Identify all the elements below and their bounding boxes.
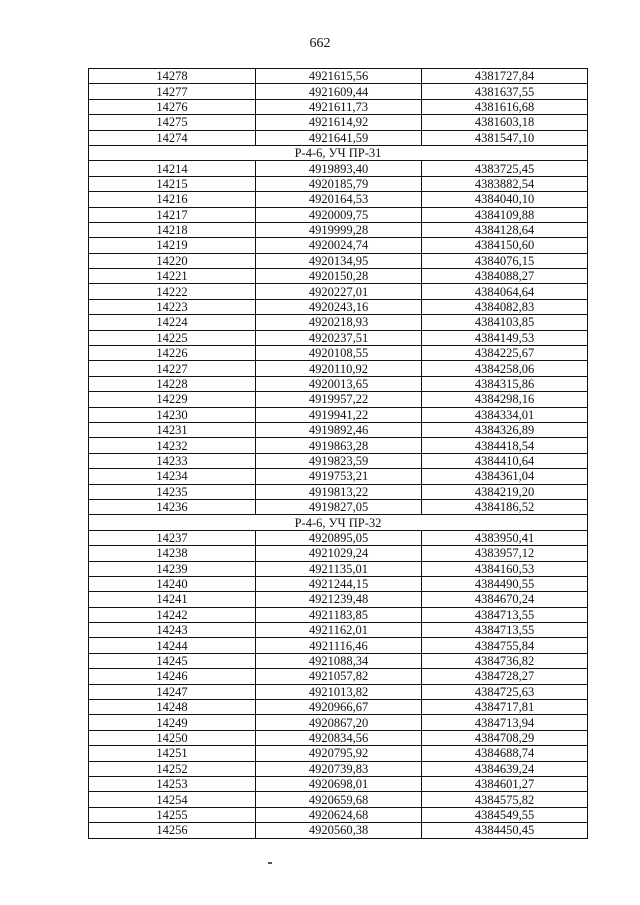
table-row: [89, 299, 588, 314]
point-number-cell: 14249: [89, 715, 256, 730]
y-coordinate-cell: 4383957,12: [422, 546, 588, 561]
y-coordinate-cell: 4384490,55: [422, 576, 588, 591]
point-number-cell: 14219: [89, 238, 256, 253]
y-coordinate-cell: 4384450,45: [422, 823, 588, 838]
x-coordinate-cell: 4921162,01: [256, 623, 422, 638]
y-coordinate-cell: 4383950,41: [422, 530, 588, 545]
table-row: [89, 207, 588, 222]
point-number-cell: 14275: [89, 115, 256, 130]
y-coordinate-cell: 4384713,55: [422, 623, 588, 638]
x-coordinate-cell: 4920237,51: [256, 330, 422, 345]
y-coordinate-cell: 4384109,88: [422, 207, 588, 222]
coordinates-table-body: [89, 69, 588, 839]
x-coordinate-cell: 4921135,01: [256, 561, 422, 576]
point-number-cell: 14234: [89, 469, 256, 484]
y-coordinate-cell: 4384334,01: [422, 407, 588, 422]
x-coordinate-cell: 4920867,20: [256, 715, 422, 730]
y-coordinate-cell: 4384361,04: [422, 469, 588, 484]
point-number-cell: 14242: [89, 607, 256, 622]
point-number-cell: 14222: [89, 284, 256, 299]
x-coordinate-cell: 4920560,38: [256, 823, 422, 838]
point-number-cell: 14245: [89, 653, 256, 668]
point-number-cell: 14230: [89, 407, 256, 422]
x-coordinate-cell: 4920698,01: [256, 776, 422, 791]
x-coordinate-cell: 4920895,05: [256, 530, 422, 545]
table-row: [89, 453, 588, 468]
table-row: [89, 238, 588, 253]
table-row: [89, 161, 588, 176]
table-row: [89, 392, 588, 407]
x-coordinate-cell: 4919823,59: [256, 453, 422, 468]
y-coordinate-cell: 4384549,55: [422, 807, 588, 822]
point-number-cell: 14277: [89, 84, 256, 99]
table-row: [89, 69, 588, 84]
x-coordinate-cell: 4919957,22: [256, 392, 422, 407]
y-coordinate-cell: 4381603,18: [422, 115, 588, 130]
table-row: [89, 776, 588, 791]
point-number-cell: 14274: [89, 130, 256, 145]
point-number-cell: 14243: [89, 623, 256, 638]
table-row: [89, 576, 588, 591]
section-title: Р-4-6, УЧ ПР-31: [89, 145, 588, 160]
point-number-cell: 14254: [89, 792, 256, 807]
x-coordinate-cell: 4920966,67: [256, 700, 422, 715]
y-coordinate-cell: 4384575,82: [422, 792, 588, 807]
table-row: [89, 253, 588, 268]
y-coordinate-cell: 4384040,10: [422, 192, 588, 207]
x-coordinate-cell: 4920834,56: [256, 730, 422, 745]
y-coordinate-cell: 4384082,83: [422, 299, 588, 314]
table-row: [89, 176, 588, 191]
point-number-cell: 14229: [89, 392, 256, 407]
point-number-cell: 14238: [89, 546, 256, 561]
y-coordinate-cell: 4384639,24: [422, 761, 588, 776]
table-row: [89, 484, 588, 499]
table-row: [89, 115, 588, 130]
x-coordinate-cell: 4919827,05: [256, 499, 422, 514]
table-row: [89, 546, 588, 561]
point-number-cell: 14247: [89, 684, 256, 699]
point-number-cell: 14237: [89, 530, 256, 545]
x-coordinate-cell: 4920150,28: [256, 269, 422, 284]
table-row: [89, 438, 588, 453]
x-coordinate-cell: 4919892,46: [256, 422, 422, 437]
table-row: [89, 669, 588, 684]
table-row: [89, 376, 588, 391]
y-coordinate-cell: 4383725,45: [422, 161, 588, 176]
table-row: [89, 715, 588, 730]
y-coordinate-cell: 4384725,63: [422, 684, 588, 699]
x-coordinate-cell: 4920795,92: [256, 746, 422, 761]
x-coordinate-cell: 4920024,74: [256, 238, 422, 253]
table-row: [89, 130, 588, 145]
point-number-cell: 14220: [89, 253, 256, 268]
point-number-cell: 14246: [89, 669, 256, 684]
table-row: [89, 807, 588, 822]
point-number-cell: 14251: [89, 746, 256, 761]
table-row: [89, 346, 588, 361]
y-coordinate-cell: 4384708,29: [422, 730, 588, 745]
table-row: [89, 684, 588, 699]
x-coordinate-cell: 4920164,53: [256, 192, 422, 207]
table-row: [89, 561, 588, 576]
x-coordinate-cell: 4920108,55: [256, 346, 422, 361]
y-coordinate-cell: 4384713,94: [422, 715, 588, 730]
x-coordinate-cell: 4920243,16: [256, 299, 422, 314]
point-number-cell: 14231: [89, 422, 256, 437]
table-row: [89, 99, 588, 114]
table-row: [89, 638, 588, 653]
y-coordinate-cell: 4384326,89: [422, 422, 588, 437]
point-number-cell: 14239: [89, 561, 256, 576]
table-row: [89, 823, 588, 838]
point-number-cell: 14241: [89, 592, 256, 607]
table-row: [89, 407, 588, 422]
point-number-cell: 14227: [89, 361, 256, 376]
point-number-cell: 14216: [89, 192, 256, 207]
x-coordinate-cell: 4920659,68: [256, 792, 422, 807]
y-coordinate-cell: 4384219,20: [422, 484, 588, 499]
y-coordinate-cell: 4384315,86: [422, 376, 588, 391]
y-coordinate-cell: 4381637,55: [422, 84, 588, 99]
y-coordinate-cell: 4384410,64: [422, 453, 588, 468]
point-number-cell: 14228: [89, 376, 256, 391]
table-row: [89, 192, 588, 207]
x-coordinate-cell: 4921615,56: [256, 69, 422, 84]
section-header-row: [89, 145, 588, 160]
table-row: [89, 792, 588, 807]
x-coordinate-cell: 4919999,28: [256, 222, 422, 237]
point-number-cell: 14232: [89, 438, 256, 453]
x-coordinate-cell: 4921183,85: [256, 607, 422, 622]
y-coordinate-cell: 4384076,15: [422, 253, 588, 268]
table-row: [89, 623, 588, 638]
table-row: [89, 530, 588, 545]
y-coordinate-cell: 4384418,54: [422, 438, 588, 453]
y-coordinate-cell: 4384717,81: [422, 700, 588, 715]
point-number-cell: 14223: [89, 299, 256, 314]
point-number-cell: 14250: [89, 730, 256, 745]
table-row: [89, 746, 588, 761]
table-row: [89, 700, 588, 715]
y-coordinate-cell: 4384103,85: [422, 315, 588, 330]
x-coordinate-cell: 4920624,68: [256, 807, 422, 822]
point-number-cell: 14233: [89, 453, 256, 468]
table-row: [89, 499, 588, 514]
x-coordinate-cell: 4920134,95: [256, 253, 422, 268]
y-coordinate-cell: 4384149,53: [422, 330, 588, 345]
table-row: [89, 422, 588, 437]
y-coordinate-cell: 4381547,10: [422, 130, 588, 145]
x-coordinate-cell: 4920227,01: [256, 284, 422, 299]
table-row: [89, 592, 588, 607]
x-coordinate-cell: 4920739,83: [256, 761, 422, 776]
y-coordinate-cell: 4384670,24: [422, 592, 588, 607]
point-number-cell: 14224: [89, 315, 256, 330]
point-number-cell: 14256: [89, 823, 256, 838]
point-number-cell: 14240: [89, 576, 256, 591]
y-coordinate-cell: 4384160,53: [422, 561, 588, 576]
y-coordinate-cell: 4384088,27: [422, 269, 588, 284]
x-coordinate-cell: 4921088,34: [256, 653, 422, 668]
y-coordinate-cell: 4381727,84: [422, 69, 588, 84]
point-number-cell: 14235: [89, 484, 256, 499]
y-coordinate-cell: 4384713,55: [422, 607, 588, 622]
point-number-cell: 14244: [89, 638, 256, 653]
point-number-cell: 14221: [89, 269, 256, 284]
point-number-cell: 14253: [89, 776, 256, 791]
x-coordinate-cell: 4921013,82: [256, 684, 422, 699]
x-coordinate-cell: 4919813,22: [256, 484, 422, 499]
x-coordinate-cell: 4921029,24: [256, 546, 422, 561]
point-number-cell: 14218: [89, 222, 256, 237]
y-coordinate-cell: 4384225,67: [422, 346, 588, 361]
table-row: [89, 730, 588, 745]
x-coordinate-cell: 4921614,92: [256, 115, 422, 130]
x-coordinate-cell: 4921641,59: [256, 130, 422, 145]
page-number: 662: [309, 36, 331, 51]
x-coordinate-cell: 4920185,79: [256, 176, 422, 191]
x-coordinate-cell: 4921116,46: [256, 638, 422, 653]
table-row: [89, 761, 588, 776]
x-coordinate-cell: 4921611,73: [256, 99, 422, 114]
point-number-cell: 14248: [89, 700, 256, 715]
x-coordinate-cell: 4920218,93: [256, 315, 422, 330]
y-coordinate-cell: 4384128,64: [422, 222, 588, 237]
x-coordinate-cell: 4921057,82: [256, 669, 422, 684]
x-coordinate-cell: 4919941,22: [256, 407, 422, 422]
x-coordinate-cell: 4920013,65: [256, 376, 422, 391]
point-number-cell: 14252: [89, 761, 256, 776]
point-number-cell: 14225: [89, 330, 256, 345]
x-coordinate-cell: 4921239,48: [256, 592, 422, 607]
point-number-cell: 14255: [89, 807, 256, 822]
table-row: [89, 315, 588, 330]
x-coordinate-cell: 4919893,40: [256, 161, 422, 176]
table-row: [89, 222, 588, 237]
point-number-cell: 14226: [89, 346, 256, 361]
table-row: [89, 284, 588, 299]
y-coordinate-cell: 4384755,84: [422, 638, 588, 653]
y-coordinate-cell: 4383882,54: [422, 176, 588, 191]
y-coordinate-cell: 4384688,74: [422, 746, 588, 761]
point-number-cell: 14276: [89, 99, 256, 114]
y-coordinate-cell: 4384064,64: [422, 284, 588, 299]
x-coordinate-cell: 4920009,75: [256, 207, 422, 222]
y-coordinate-cell: 4384298,16: [422, 392, 588, 407]
point-number-cell: 14236: [89, 499, 256, 514]
y-coordinate-cell: 4384150,60: [422, 238, 588, 253]
y-coordinate-cell: 4384736,82: [422, 653, 588, 668]
section-header-row: [89, 515, 588, 530]
x-coordinate-cell: 4921244,15: [256, 576, 422, 591]
point-number-cell: 14214: [89, 161, 256, 176]
table-row: [89, 607, 588, 622]
x-coordinate-cell: 4920110,92: [256, 361, 422, 376]
point-number-cell: 14217: [89, 207, 256, 222]
table-row: [89, 469, 588, 484]
point-number-cell: 14278: [89, 69, 256, 84]
x-coordinate-cell: 4921609,44: [256, 84, 422, 99]
table-row: [89, 84, 588, 99]
y-coordinate-cell: 4384728,27: [422, 669, 588, 684]
point-number-cell: 14215: [89, 176, 256, 191]
y-coordinate-cell: 4384258,06: [422, 361, 588, 376]
table-row: [89, 361, 588, 376]
table-row: [89, 653, 588, 668]
scan-speck: [268, 862, 272, 864]
table-row: [89, 269, 588, 284]
coordinates-table: [88, 68, 588, 839]
y-coordinate-cell: 4384601,27: [422, 776, 588, 791]
x-coordinate-cell: 4919863,28: [256, 438, 422, 453]
table-row: [89, 330, 588, 345]
x-coordinate-cell: 4919753,21: [256, 469, 422, 484]
y-coordinate-cell: 4381616,68: [422, 99, 588, 114]
section-title: Р-4-6, УЧ ПР-32: [89, 515, 588, 530]
y-coordinate-cell: 4384186,52: [422, 499, 588, 514]
